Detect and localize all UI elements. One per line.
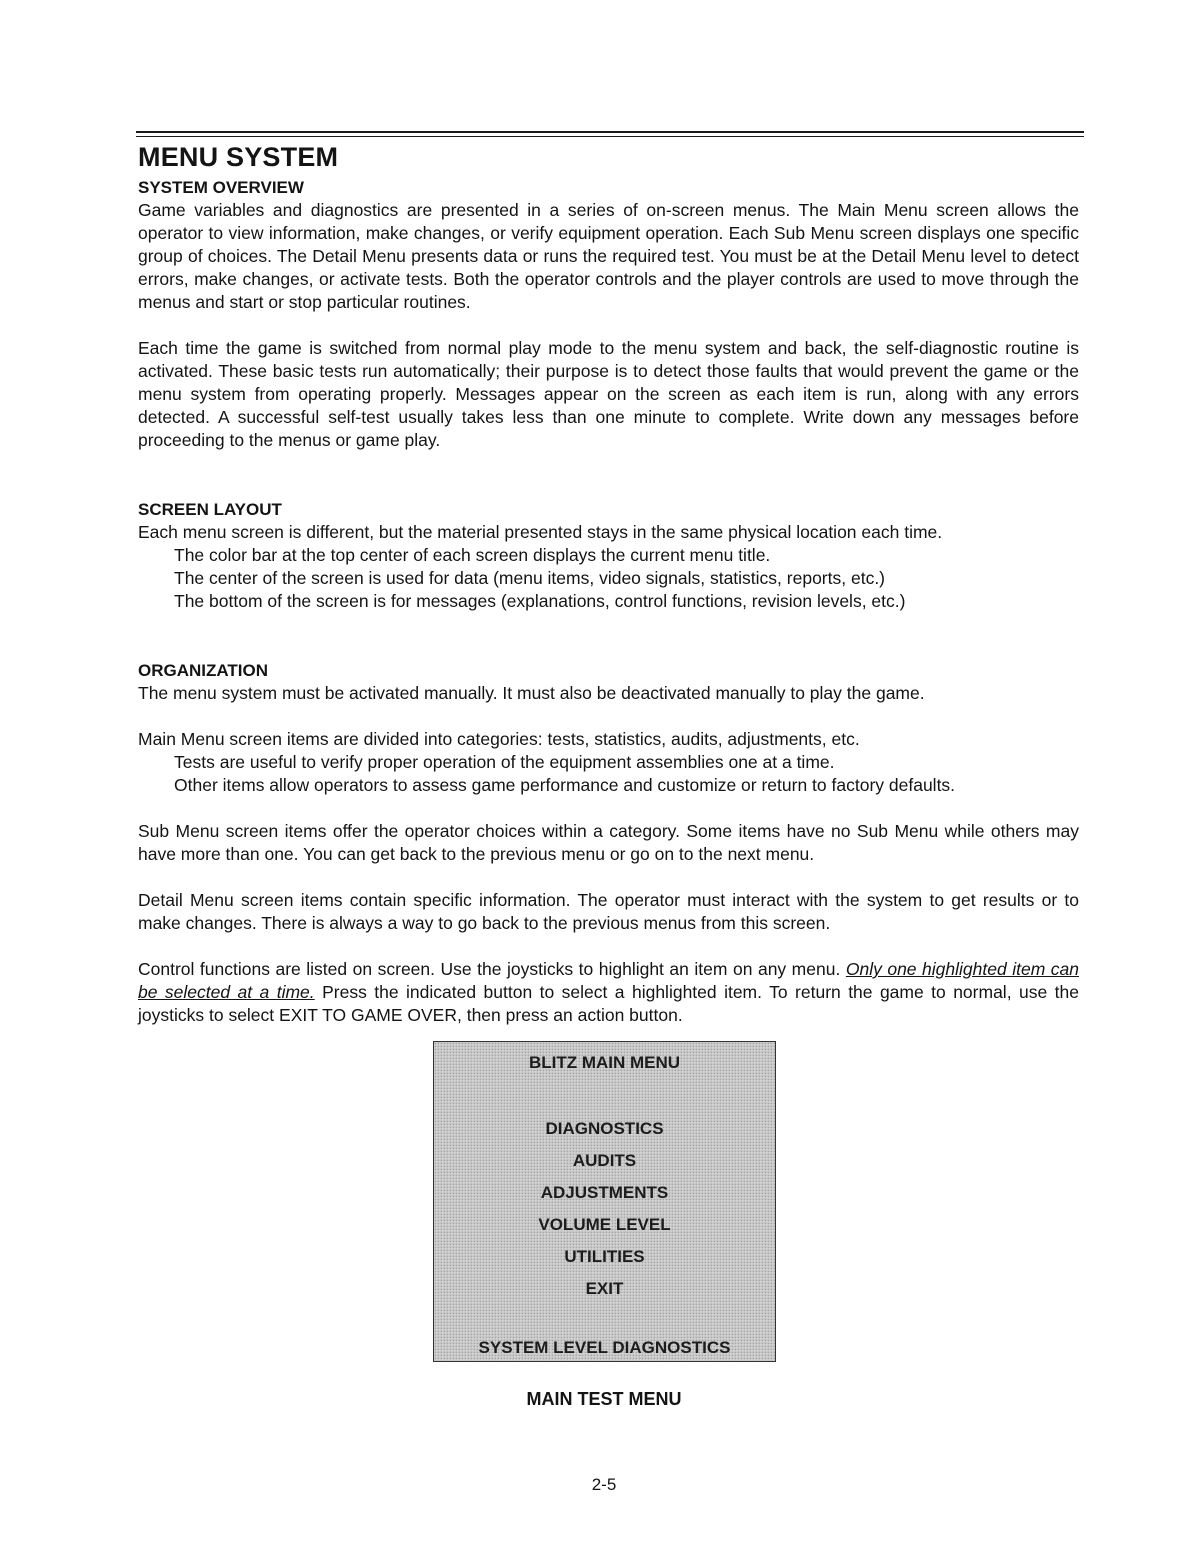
organization-paragraph-3: Sub Menu screen items offer the operator choices within a category. Some items have no Sub Menu while others may have more than one. You can get back to the previous menu or go on to the next menu. <box>138 821 1079 864</box>
organization-paragraph-2-line-2: Other items allow operators to assess game performance and customize or return to factory defaults. <box>174 775 956 795</box>
organization-paragraph-2-intro: Main Menu screen items are divided into categories: tests, statistics, audits, adjustments, etc. <box>138 729 860 749</box>
organization-paragraph-5 <box>138 958 1079 1027</box>
organization-paragraph-2-line-1: Tests are useful to verify proper operation of the equipment assemblies one at a time. <box>174 752 835 772</box>
menu-item-list <box>434 1113 775 1305</box>
menu-footer-message: SYSTEM LEVEL DIAGNOSTICS <box>478 1338 731 1357</box>
menu-item-utilities: UTILITIES <box>564 1247 645 1266</box>
menu-item-adjustments: ADJUSTMENTS <box>540 1183 669 1202</box>
organization-paragraph-5-start: Control functions are listed on screen. Use the joysticks to highlight an item on any menu. <box>138 959 846 979</box>
main-menu-screenshot <box>433 1041 776 1362</box>
top-rule-thin <box>136 136 1084 137</box>
organization-paragraph-4: Detail Menu screen items contain specific information. The operator must interact with the system to get results or to make changes. There is always a way to go back to the previous menus from this screen. <box>138 890 1079 933</box>
section-heading-organization: ORGANIZATION <box>138 661 269 680</box>
menu-item-audits: AUDITS <box>572 1151 637 1170</box>
menu-item-volume-level: VOLUME LEVEL <box>538 1215 671 1234</box>
menu-item-diagnostics: DIAGNOSTICS <box>545 1119 664 1138</box>
overview-paragraph-2: Each time the game is switched from normal play mode to the menu system and back, the self-diagnostic routine is activated. These basic tests run automatically; their purpose is to detect those faults that would prevent the game or the menu system from operating properly. Messages appear on the screen as each item is run, along with any errors detected. A successful self-test usually takes less than one minute to complete. Write down any messages before proceeding to the menus or game play. <box>138 338 1079 450</box>
organization-paragraph-5-end: Press the indicated button to select a highlighted item. To return the game to normal, use the joysticks to select EXIT TO GAME OVER, then press an action button. <box>138 982 1079 1025</box>
overview-paragraph-1: Game variables and diagnostics are presented in a series of on-screen menus. The Main Menu screen allows the operator to view information, make changes, or verify equipment operation. Each Sub Menu screen displays one specific group of choices. The Detail Menu presents data or runs the required test. You must be at the Detail Menu level to detect errors, make changes, or activate tests. Both the operator controls and the player controls are used to move through the menus and start or stop particular routines. <box>138 200 1079 312</box>
organization-paragraph-5-emphasis: Only one highlighted item can be selected at a time. <box>138 959 1079 1002</box>
section-heading-system-overview: SYSTEM OVERVIEW <box>138 178 304 197</box>
screen-layout-line-1: The color bar at the top center of each screen displays the current menu title. <box>174 545 771 565</box>
screen-layout-line-2: The center of the screen is used for data (menu items, video signals, statistics, reports, etc.) <box>174 568 886 588</box>
organization-paragraph-1: The menu system must be activated manually. It must also be deactivated manually to play the game. <box>138 683 925 703</box>
page-title: MENU SYSTEM <box>138 142 339 172</box>
page-content <box>138 138 1079 1027</box>
page-number: 2-5 <box>591 1475 617 1494</box>
menu-item-exit: EXIT <box>585 1279 624 1298</box>
section-heading-screen-layout: SCREEN LAYOUT <box>138 500 282 519</box>
menu-title: BLITZ MAIN MENU <box>528 1053 681 1072</box>
top-rule <box>136 131 1084 133</box>
screen-layout-intro: Each menu screen is different, but the material presented stays in the same physical location each time. <box>138 522 943 542</box>
figure-caption: MAIN TEST MENU <box>526 1389 682 1409</box>
screen-layout-line-3: The bottom of the screen is for messages (explanations, control functions, revision levels, etc.) <box>174 591 906 611</box>
